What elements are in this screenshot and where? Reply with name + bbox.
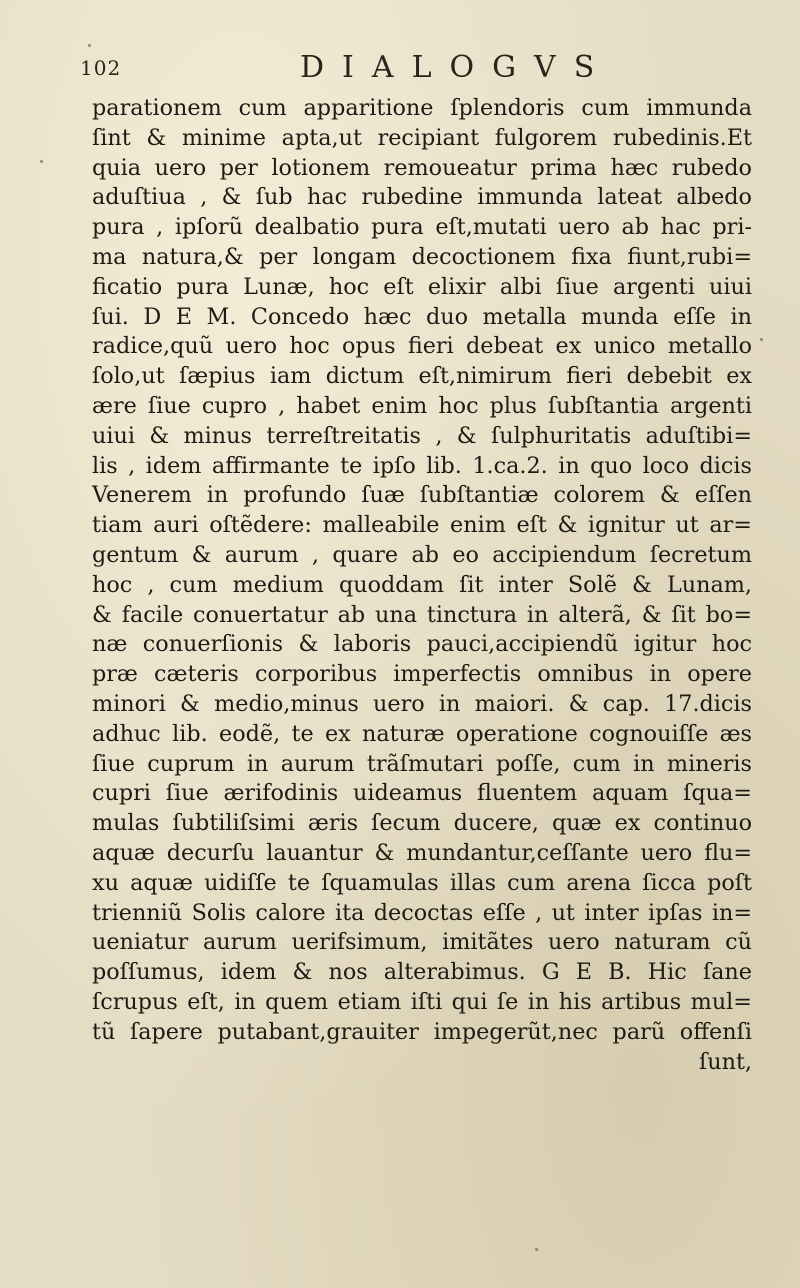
text-line: adhuc lib. eodẽ, te ex naturæ operatione cognouiſſe æs	[92, 720, 752, 747]
text-line: tũ ſapere putabant,grauiter impegerũt,nec parũ offenſi	[92, 1018, 752, 1045]
text-line: ære ſiue cupro , habet enim hoc plus ſubſtantia argenti	[92, 392, 752, 419]
running-title: DIALOGVS	[300, 50, 613, 85]
text-line: pura , ipſorũ dealbatio pura eſt,mutati uero ab hac pri-	[92, 214, 752, 241]
text-line: mulas ſubtiliſsimi æris ſecum ducere, quæ ex continuo	[92, 810, 752, 837]
ink-speck	[760, 338, 763, 341]
text-line: xu aquæ uidiſſe te ſquamulas illas cum arena ſicca poſt	[92, 869, 752, 896]
text-line: parationem cum apparitione ſplendoris cum immunda	[92, 95, 752, 121]
ink-speck	[40, 160, 43, 163]
text-line: ueniatur aurum uerifsimum, imitãtes uero naturam cũ	[92, 929, 752, 956]
ink-speck	[535, 1248, 538, 1251]
text-line: præ cæteris corporibus imperfectis omnibus in opere	[92, 661, 752, 688]
text-line: ſui. D E M. Concedo hæc duo metalla munda eſſe in	[92, 303, 752, 330]
text-line: næ conuerſionis & laboris pauci,accipiendũ igitur hoc	[92, 631, 752, 658]
page-header	[0, 50, 800, 90]
ink-speck	[88, 44, 91, 47]
text-line: ſcrupus eſt, in quem etiam iſti qui ſe in his artibus mul=	[92, 988, 752, 1015]
text-line: minori & medio,minus uero in maiori. & cap. 17.dicis	[92, 690, 752, 717]
text-line: poſſumus, idem & nos alterabimus. G E B. Hic ſane	[92, 959, 752, 986]
text-line: tiam auri oſtẽdere: malleabile enim eſt & ignitur ut ar=	[92, 512, 752, 539]
text-line: ſint & minime apta,ut recipiant fulgorem rubedinis.Et	[92, 124, 752, 151]
text-line: aduſtiua , & ſub hac rubedine immunda lateat albedo	[92, 184, 752, 211]
text-line: ſolo,ut ſæpius iam dictum eſt,nimirum fieri debebit ex	[92, 363, 752, 390]
text-line: lis , idem affirmante te ipſo lib. 1.ca.2. in quo loco dicis	[92, 452, 752, 479]
text-line: radice,quũ uero hoc opus fieri debeat ex unico metallo	[92, 333, 752, 360]
text-line: hoc , cum medium quoddam ſit inter Solẽ & Lunam,	[92, 571, 752, 598]
text-line: quia uero per lotionem remoueatur prima hæc rubedo	[92, 154, 752, 181]
text-line: ficatio pura Lunæ, hoc eſt elixir albi ſiue argenti uiui	[92, 273, 752, 300]
text-line: ſiue cuprum in aurum trãſmutari poſſe, cum in mineris	[92, 750, 752, 777]
text-line: aquæ decurſu lauantur & mundantur,ceſſante uero flu=	[92, 839, 752, 866]
page-number: 102	[80, 56, 122, 80]
text-line: ma natura,& per longam decoctionem fixa fiunt,rubi=	[92, 243, 752, 270]
text-line: & facile conuertatur ab una tinctura in alterã, & ſit bo=	[92, 601, 752, 628]
text-line: trienniũ Solis calore ita decoctas eſſe , ut inter ipſas in=	[92, 899, 752, 926]
body-text	[92, 94, 752, 1077]
text-line: uiui & minus terreſtreitatis , & ſulphuritatis aduſtibi=	[92, 422, 752, 449]
text-line: gentum & aurum , quare ab eo accipiendum ſecretum	[92, 541, 752, 568]
text-line: Venerem in profundo ſuæ ſubſtantiæ colorem & eſſen	[92, 482, 752, 509]
text-line: ſunt,	[698, 1048, 752, 1075]
text-line: cupri ſiue ærifodinis uideamus fluentem aquam ſqua=	[92, 780, 752, 807]
